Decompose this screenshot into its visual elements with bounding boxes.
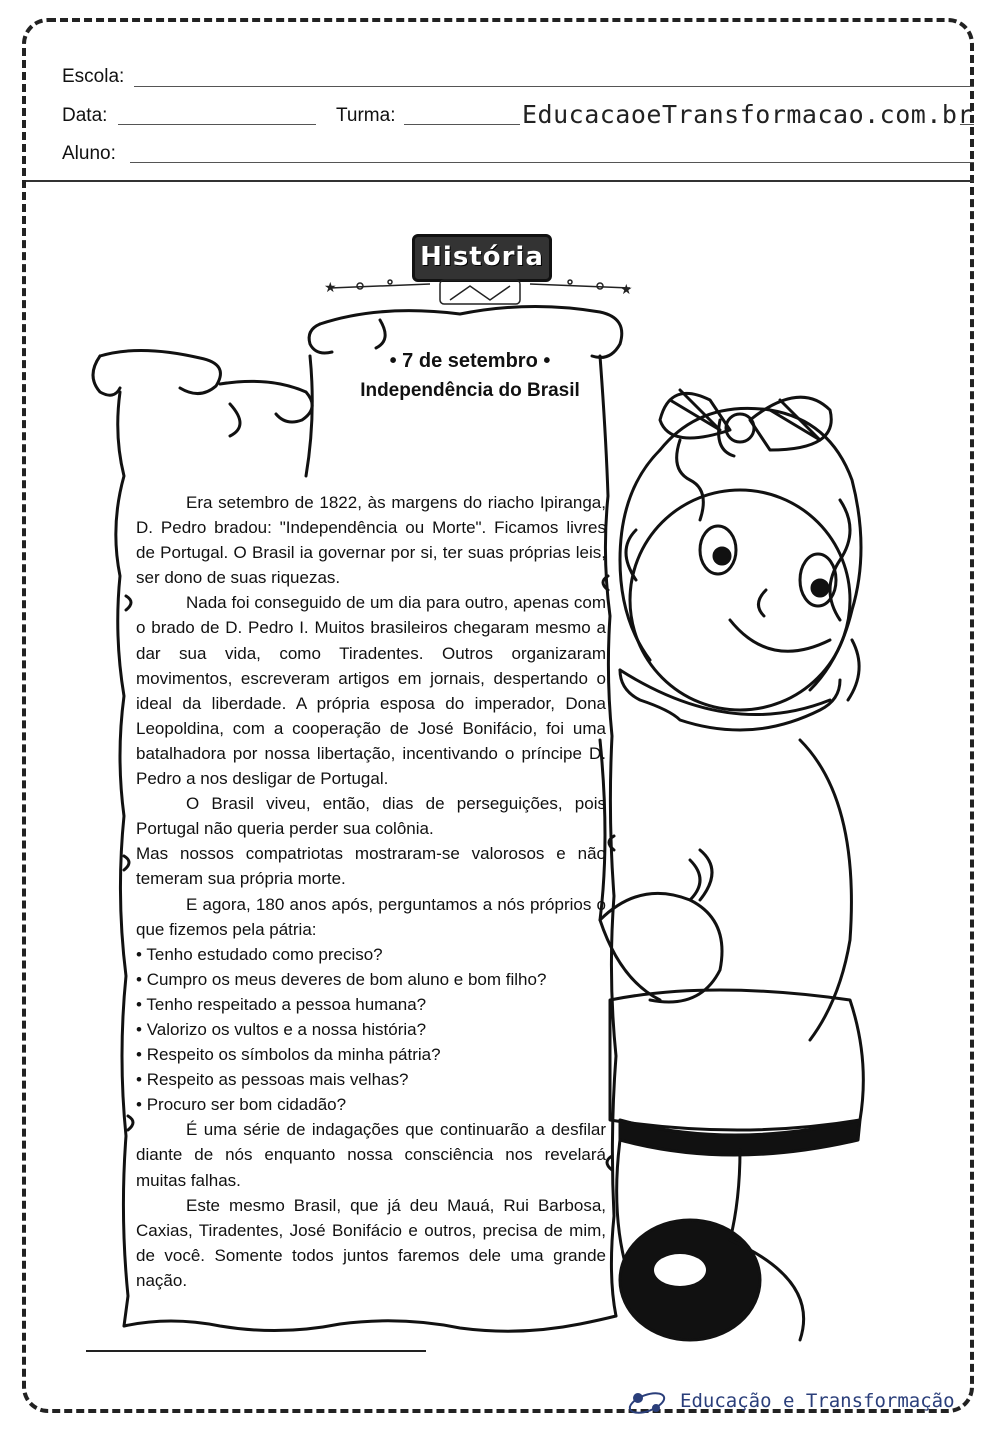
turma-label: Turma: bbox=[336, 105, 396, 126]
escola-field[interactable] bbox=[134, 86, 974, 87]
bottom-rule bbox=[86, 1350, 426, 1352]
historia-badge: História bbox=[412, 234, 552, 282]
title-date: • 7 de setembro • bbox=[389, 350, 551, 372]
turma-field-end bbox=[960, 124, 974, 125]
data-field[interactable] bbox=[118, 124, 316, 125]
list-item: • Respeito as pessoas mais velhas? bbox=[136, 1067, 606, 1092]
list-item: • Tenho estudado como preciso? bbox=[136, 942, 606, 967]
header-separator bbox=[26, 180, 974, 182]
list-item: • Cumpro os meus deveres de bom aluno e bom filho? bbox=[136, 967, 606, 992]
escola-label: Escola: bbox=[62, 66, 125, 87]
paragraph-2: Nada foi conseguido de um dia para outro, apenas com o brado de D. Pedro I. Muitos brasileiros chegaram mesmo a dar sua vida, como Tiradentes. Outros organizaram movimentos, escreveram artigos em jornais, despertando o ideal da liberdade. A própria esposa do imperador, Dona Leopoldina, com a cooperação de José Bonifácio, foi uma batalhadora por nossa libertação, incentivando o príncipe D. Pedro a nos desligar de Portugal. bbox=[136, 593, 606, 789]
svg-text:★: ★ bbox=[324, 280, 337, 296]
body-text bbox=[136, 490, 606, 1293]
question-list bbox=[136, 942, 606, 1118]
list-item: • Tenho respeitado a pessoa humana? bbox=[136, 992, 606, 1017]
svg-text:★: ★ bbox=[620, 282, 633, 298]
list-item: • Valorizo os vultos e a nossa história? bbox=[136, 1017, 606, 1042]
paragraph-4: Mas nossos compatriotas mostraram-se valorosos e não temeram sua própria morte. bbox=[136, 844, 606, 889]
turma-field[interactable] bbox=[404, 124, 520, 125]
paragraph-5: E agora, 180 anos após, perguntamos a nós próprios o que fizemos pela pátria: bbox=[136, 894, 606, 939]
paragraph-7: Este mesmo Brasil, que já deu Mauá, Rui Barbosa, Caxias, Tiradentes, José Bonifácio e outros, precisa de mim, de você. Somente todos juntos faremos dele uma grande nação. bbox=[136, 1195, 606, 1290]
paragraph-3: O Brasil viveu, então, dias de perseguições, pois Portugal não queria perder sua colônia. bbox=[136, 794, 606, 839]
girl-illustration bbox=[590, 380, 880, 1360]
website-watermark: EducacaoeTransformacao.com.br bbox=[522, 100, 973, 129]
title-heading: Independência do Brasil bbox=[360, 380, 580, 401]
footer-brand: Educação e Transformação bbox=[680, 1390, 955, 1412]
brand-logo-icon bbox=[626, 1386, 668, 1420]
paragraph-1: Era setembro de 1822, às margens do riacho Ipiranga, D. Pedro bradou: "Independência ou Morte". Ficamos livres de Portugal. O Brasil ia governar por si, ter suas próprias leis, ser dono de suas riquezas. bbox=[136, 493, 606, 588]
aluno-field[interactable] bbox=[130, 162, 974, 163]
data-label: Data: bbox=[62, 105, 108, 126]
paragraph-6: É uma série de indagações que continuarão a desfilar diante de nós enquanto nossa consciência nos revelará muitas falhas. bbox=[136, 1120, 606, 1190]
list-item: • Respeito os símbolos da minha pátria? bbox=[136, 1042, 606, 1067]
list-item: • Procuro ser bom cidadão? bbox=[136, 1092, 606, 1117]
aluno-label: Aluno: bbox=[62, 143, 116, 164]
